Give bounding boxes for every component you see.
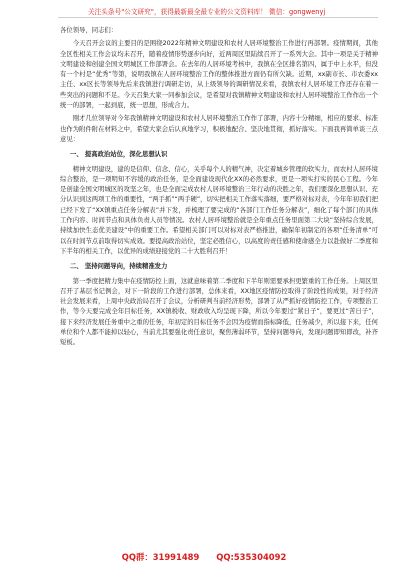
document-body: [60, 26, 378, 352]
intro-paragraph-1: 今天召开会议的主要目的是围绕2022年精神文明建设和农村人居环境整治工作进行再部署。疫情期间，其他全区性相关工作会议均未召开，随着疫情形势逐步向好，近两周区里陆续召开了一系列大会。其中一项是关于精神文明建设和创建全国文明城区工作部署会。在去年的人居环境考核中，我镇在全区排名第四，属于中上水平，但没有一个村是“优秀”等第，说明我镇在人居环境整治工作的整体推进方面仍有所欠缺。近期，xx副市长、市农委xx主任、xx区长等领导先后来我镇进行调研走访，从上级领导的调研情况来看，我镇农村人居环境工作还存在着一些突出的问题和不足。今天召集大家一同参加会议，是希望对我镇精神文明建设和农村人居环境整治工作作出一个统一的部署，一起到底，统一思想，形成合力。: [60, 40, 378, 110]
section-1-paragraph: 精神文明建设，建的是信仰、信念、信心，关乎每个人的精气神，决定着城乡管理的软实力，而农村人居环境综合整治，是一项明知不容缓的政治任务，是全面建设现代化XX的必然要求，更是一项实打实的民心工程。今年是创建全国文明城区的攻坚之年，也是全面完成农村人居环境整治三年行动的决胜之年，我们要深化思想认识、充分认识到这两项工作的重要性，“两手抓”“两手硬”，切实把相关工作落实落细，要严格对标对表，今年年初我们把已经下发了“XX镇重点任务分解表”并下发，并梳理了要完成的“各部门工作任务分解表”，细化了每个部门的具体工作内容、时间节点和具体负责人员等情况。农村人居环境整治就是全年重点任务里面第二大块“坚持综合发展，持续加快生态优美建设”中的重要工作。希望相关部门可以对标对表严格推进，确保年初制定的各项“任务清单”可以在时间节点前取得切实成效。要提高政治站位，坚定必胜信心，以高度的责任感和使命感全力以赴做好二季度和下半年的相关工作，以优异的成绩迎接党的二十大胜利召开！: [60, 165, 378, 255]
section-2-heading: 二、 坚持问题导向，持续精准发力: [70, 263, 168, 271]
qq-group: QQ群：31991489: [121, 552, 200, 562]
promo-banner: 关注头条号"公文研究"，获得最新最全最专业的公文资料库！ 微信：gongwenyj: [88, 8, 326, 16]
intro-paragraph-2: 刚才几位领导对今年我镇精神文明建设和农村人居环境整治工作作了部署，内容十分精细，相应的要求、标准也作为附件附在材料之中，希望大家会后认真地学习，积极地配合、坚决地贯彻，抓好落实。下面我再简单谈三点意见：: [60, 115, 378, 143]
section-2-paragraph: 第一季度把精力集中在疫情防控上面，这就意味着第二季度和下半年则需要承担更繁重的工作任务。上周区里召开了基层书记例会，对下一阶段的工作进行部署，总体来看，XX地区疫情防控取得了阶段性的成果，对于经济社会发展来看，上周中央政治局召开了会议，分析研判当前经济形势，部署了从严抓好疫情防控工作，专项整治工作，等今天要完成全年目标任务，XX镇税收、财政收入均呈现下降，所以今年要过“紧日子”，要更过“苦日子”，接下来经济发展任务重中之重的任务，年初定的目标任务不会因为疫情而指标降低，任务减少，所以接下来，任何单位和个人都不能掉以轻心，当前尤其要强化责任意识，聚焦薄弱环节，坚持问题导向，发现问题即知即改，补齐短板。: [60, 277, 378, 347]
salutation: 各位领导，同志们：: [60, 27, 118, 34]
header-rule: [58, 17, 378, 18]
qq-contact: QQ:535304092: [216, 552, 287, 562]
section-1-heading: 一、 提高政治站位，深化思想认识: [70, 151, 168, 159]
footer-contact: [0, 551, 408, 563]
